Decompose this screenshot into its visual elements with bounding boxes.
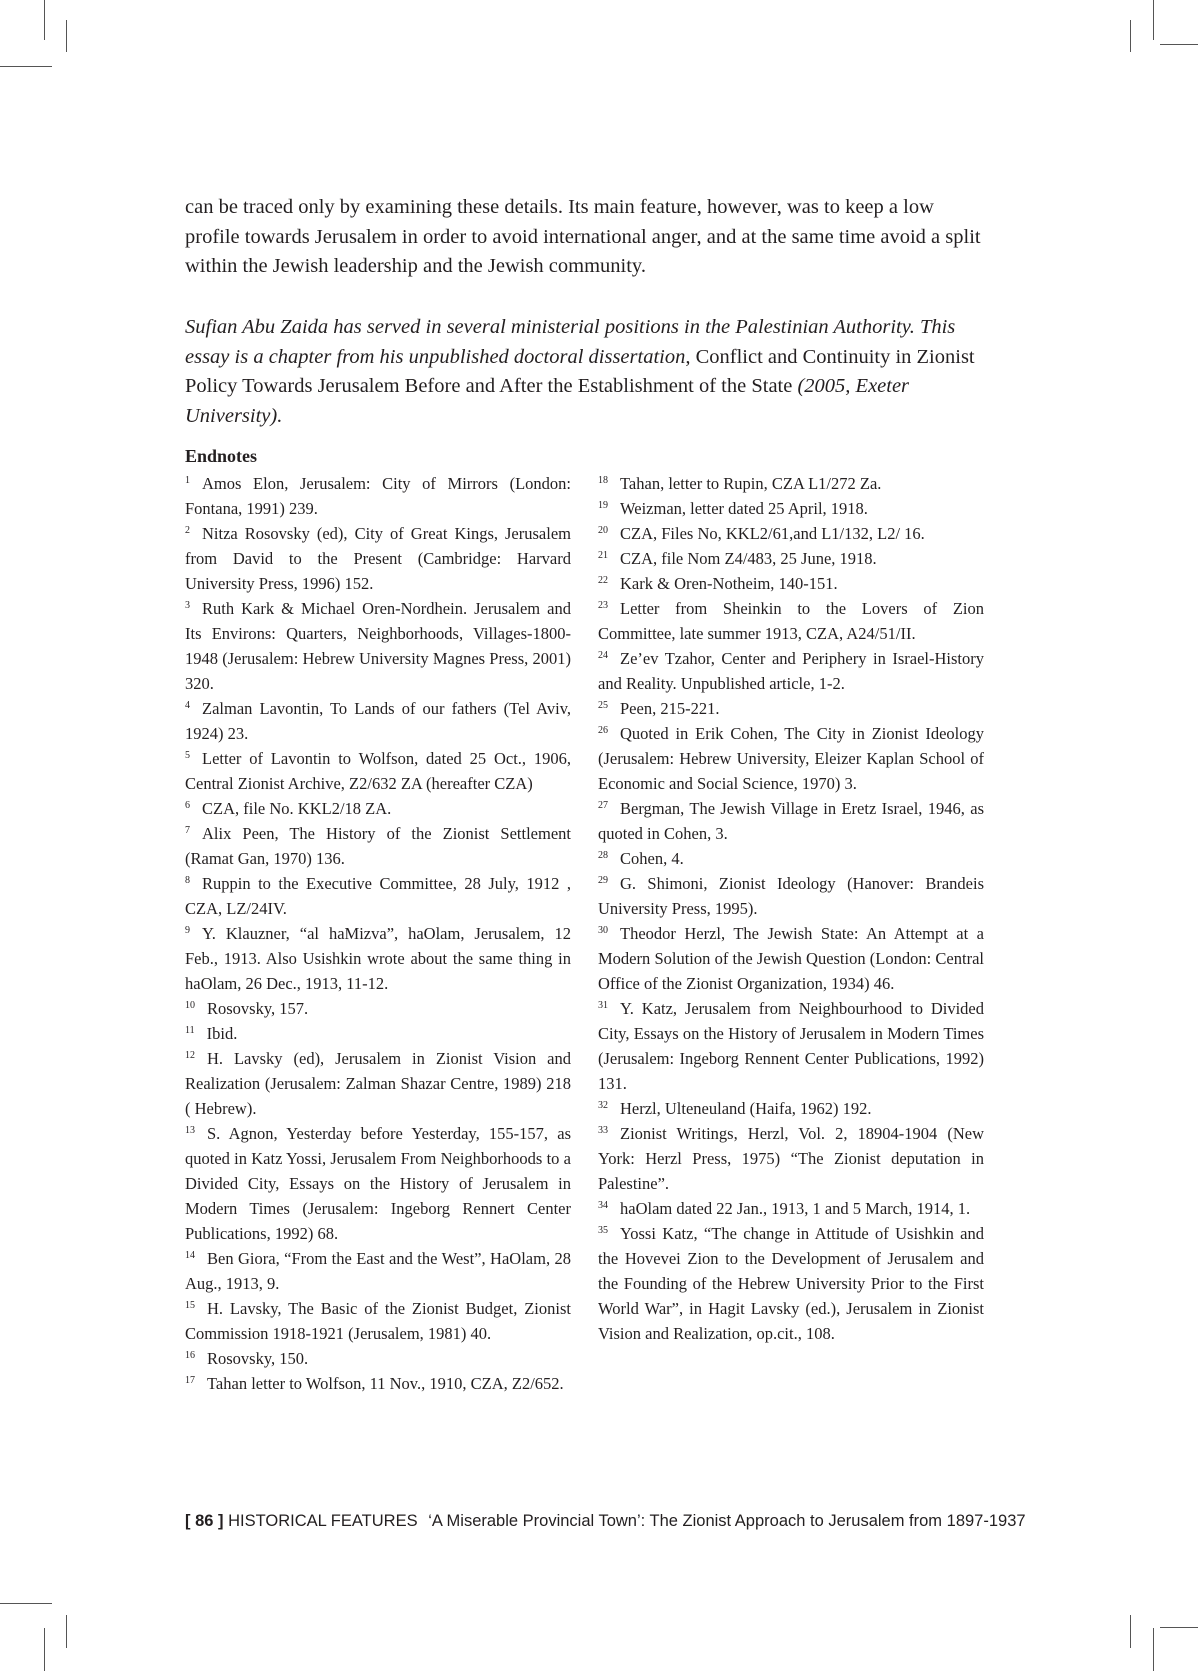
crop-mark [66,20,67,52]
endnote-number: 21 [598,550,608,561]
endnote-number: 26 [598,725,608,736]
endnote-text: Ruth Kark & Michael Oren-Nordhein. Jerusalem and Its Environs: Quarters, Neighborhoods, Villages-1800-1948 (Jerusalem: Hebrew University Magnes Press, 2001) 320. [185,599,571,693]
endnote [598,521,984,546]
endnote [598,1221,984,1346]
endnote-number: 12 [185,1050,195,1061]
endnote-text: Kark & Oren-Notheim, 140-151. [620,574,838,593]
endnote [185,871,571,921]
endnote [598,996,984,1096]
endnote-text: haOlam dated 22 Jan., 1913, 1 and 5 March, 1914, 1. [620,1199,971,1218]
endnote-text: Alix Peen, The History of the Zionist Settlement (Ramat Gan, 1970) 136. [185,824,571,868]
endnote [598,721,984,796]
endnotes-left-column [185,471,571,1396]
endnote-number: 35 [598,1225,608,1236]
endnote [185,746,571,796]
endnote-number: 4 [185,700,190,711]
endnote-number: 29 [598,875,608,886]
endnote-number: 8 [185,875,190,886]
endnote-text: Tahan letter to Wolfson, 11 Nov., 1910, CZA, Z2/652. [207,1374,564,1393]
endnote [185,1296,571,1346]
endnote-text: Ruppin to the Executive Committee, 28 July, 1912 , CZA, LZ/24IV. [185,874,571,918]
endnote [598,696,984,721]
endnote [185,996,571,1021]
endnote-number: 32 [598,1100,608,1111]
crop-mark [1153,1628,1154,1671]
endnote [185,521,571,596]
body-paragraph: can be traced only by examining these details. Its main feature, however, was to keep a low profile towards Jerusalem in order to avoid international anger, and at the same time avoid a split within the Jewish leadership and the Jewish community. [185,196,981,277]
endnote [598,1196,984,1221]
crop-mark [1130,20,1131,52]
endnote-number: 22 [598,575,608,586]
endnote [598,796,984,846]
bio-part-3: (2005, Exeter University). [185,375,910,427]
page-footer [185,1512,1025,1531]
endnote-text: Zalman Lavontin, To Lands of our fathers (Tel Aviv, 1924) 23. [185,699,571,743]
footer-section: HISTORICAL FEATURES [228,1512,418,1530]
endnote-text: Letter from Sheinkin to the Lovers of Zion Committee, late summer 1913, CZA, A24/51/II. [598,599,984,643]
endnotes-right-column [598,471,984,1346]
endnote [598,1096,984,1121]
endnote-text: Bergman, The Jewish Village in Eretz Israel, 1946, as quoted in Cohen, 3. [598,799,984,843]
crop-mark [1160,44,1198,45]
endnote-number: 18 [598,475,608,486]
endnote-number: 15 [185,1300,195,1311]
bio-part-2: Conflict and Continuity in Zionist Policy Towards Jerusalem Before and After the Establishment of the State [185,345,975,397]
bio-part-1: Sufian Abu Zaida has served in several ministerial positions in the Palestinian Authority. This essay is a chapter from his unpublished doctoral dissertation, [185,316,956,368]
crop-mark [44,0,45,40]
page-number: [ 86 ] [185,1512,224,1530]
endnote-number: 33 [598,1125,608,1136]
endnote-text: H. Lavsky, The Basic of the Zionist Budget, Zionist Commission 1918-1921 (Jerusalem, 1981) 40. [185,1299,571,1343]
endnote [598,871,984,921]
endnote [185,921,571,996]
endnote [598,546,984,571]
endnote-text: Ibid. [206,1024,238,1043]
endnote-text: CZA, Files No, KKL2/61,and L1/132, L2/ 16. [620,524,925,543]
endnote-text: Ze’ev Tzahor, Center and Periphery in Israel-History and Reality. Unpublished article, 1-2. [598,649,984,693]
crop-mark [44,1628,45,1671]
footer-article-title: ‘A Miserable Provincial Town’: The Zionist Approach to Jerusalem from 1897-1937 [428,1512,1026,1530]
endnote [598,846,984,871]
endnote-number: 23 [598,600,608,611]
endnote-text: Rosovsky, 157. [207,999,309,1018]
crop-mark [1130,1615,1131,1648]
endnote-number: 24 [598,650,608,661]
endnote-number: 31 [598,1000,608,1011]
endnote-number: 28 [598,850,608,861]
endnote [598,496,984,521]
endnote [598,471,984,496]
endnote [185,1246,571,1296]
endnote [598,646,984,696]
endnote-text: Theodor Herzl, The Jewish State: An Attempt at a Modern Solution of the Jewish Question (London: Central Office of the Zionist Organization, 1934) 46. [598,924,984,993]
endnote-number: 5 [185,750,190,761]
endnote-text: Tahan, letter to Rupin, CZA L1/272 Za. [620,474,882,493]
endnote-text: Cohen, 4. [620,849,684,868]
endnote-number: 7 [185,825,190,836]
endnote-text: Nitza Rosovsky (ed), City of Great Kings, Jerusalem from David to the Present (Cambridge: Harvard University Press, 1996) 152. [185,524,571,593]
endnote-text: CZA, file No. KKL2/18 ZA. [202,799,392,818]
crop-mark [66,1615,67,1648]
endnote-number: 30 [598,925,608,936]
endnote-text: Y. Klauzner, “al haMizva”, haOlam, Jerusalem, 12 Feb., 1913. Also Usishkin wrote about the same thing in haOlam, 26 Dec., 1913, 11-12. [185,924,571,993]
endnote-number: 25 [598,700,608,711]
endnote [185,696,571,746]
endnote [185,596,571,696]
endnote-number: 13 [185,1125,195,1136]
crop-mark [1153,0,1154,40]
endnote-number: 9 [185,925,190,936]
endnote-number: 10 [185,1000,195,1011]
endnote-text: Herzl, Ulteneuland (Haifa, 1962) 192. [620,1099,872,1118]
endnote-number: 19 [598,500,608,511]
endnote [185,1046,571,1121]
endnote [598,921,984,996]
endnote-number: 6 [185,800,190,811]
endnote [185,1346,571,1371]
endnote-number: 34 [598,1200,608,1211]
endnote-text: Yossi Katz, “The change in Attitude of Usishkin and the Hovevei Zion to the Development of Jerusalem and the Founding of the Hebrew University Prior to the First World War”, in Hagit Lavsky (ed.), Jerusalem in Zionist Vision and Realization, op.cit., 108. [598,1224,984,1343]
endnote [185,821,571,871]
endnote-text: Y. Katz, Jerusalem from Neighbourhood to Divided City, Essays on the History of Jerusalem in Modern Times (Jerusalem: Ingeborg Rennent Center Publications, 1992) 131. [598,999,984,1093]
endnotes-heading: Endnotes [185,446,258,466]
crop-mark [1160,1627,1198,1628]
endnote-text: CZA, file Nom Z4/483, 25 June, 1918. [620,549,877,568]
endnote [598,1121,984,1196]
endnote-text: G. Shimoni, Zionist Ideology (Hanover: Brandeis University Press, 1995). [598,874,984,918]
endnote-number: 2 [185,525,190,536]
endnote-text: Rosovsky, 150. [207,1349,309,1368]
endnote-text: Zionist Writings, Herzl, Vol. 2, 18904-1904 (New York: Herzl Press, 1975) “The Zionist deputation in Palestine”. [598,1124,984,1193]
endnote-text: H. Lavsky (ed), Jerusalem in Zionist Vision and Realization (Jerusalem: Zalman Shazar Centre, 1989) 218 ( Hebrew). [185,1049,571,1118]
endnote-number: 1 [185,475,190,486]
endnote [185,796,571,821]
endnote [185,1121,571,1246]
endnote [185,471,571,521]
endnote-number: 27 [598,800,608,811]
endnote-text: Letter of Lavontin to Wolfson, dated 25 Oct., 1906, Central Zionist Archive, Z2/632 ZA (hereafter CZA) [185,749,571,793]
endnote [185,1021,571,1046]
endnote [598,596,984,646]
endnote-number: 11 [185,1025,195,1036]
crop-mark [0,66,52,67]
endnote-text: Peen, 215-221. [620,699,720,718]
endnote-text: Ben Giora, “From the East and the West”, HaOlam, 28 Aug., 1913, 9. [185,1249,571,1293]
endnote-text: Weizman, letter dated 25 April, 1918. [620,499,868,518]
endnote [185,1371,571,1396]
crop-mark [0,1603,52,1604]
author-bio [185,313,987,431]
endnote [598,571,984,596]
endnote-number: 3 [185,600,190,611]
endnote-number: 14 [185,1250,195,1261]
endnote-number: 16 [185,1350,195,1361]
endnote-text: S. Agnon, Yesterday before Yesterday, 155-157, as quoted in Katz Yossi, Jerusalem From Neighborhoods to a Divided City, Essays on the History of Jerusalem in Modern Times (Jerusalem: Ingeborg Rennert Center Publications, 1992) 68. [185,1124,571,1243]
endnote-text: Quoted in Erik Cohen, The City in Zionist Ideology (Jerusalem: Hebrew University, Eleizer Kaplan School of Economic and Social Science, 1970) 3. [598,724,984,793]
endnote-number: 17 [185,1375,195,1386]
endnote-number: 20 [598,525,608,536]
endnote-text: Amos Elon, Jerusalem: City of Mirrors (London: Fontana, 1991) 239. [185,474,571,518]
